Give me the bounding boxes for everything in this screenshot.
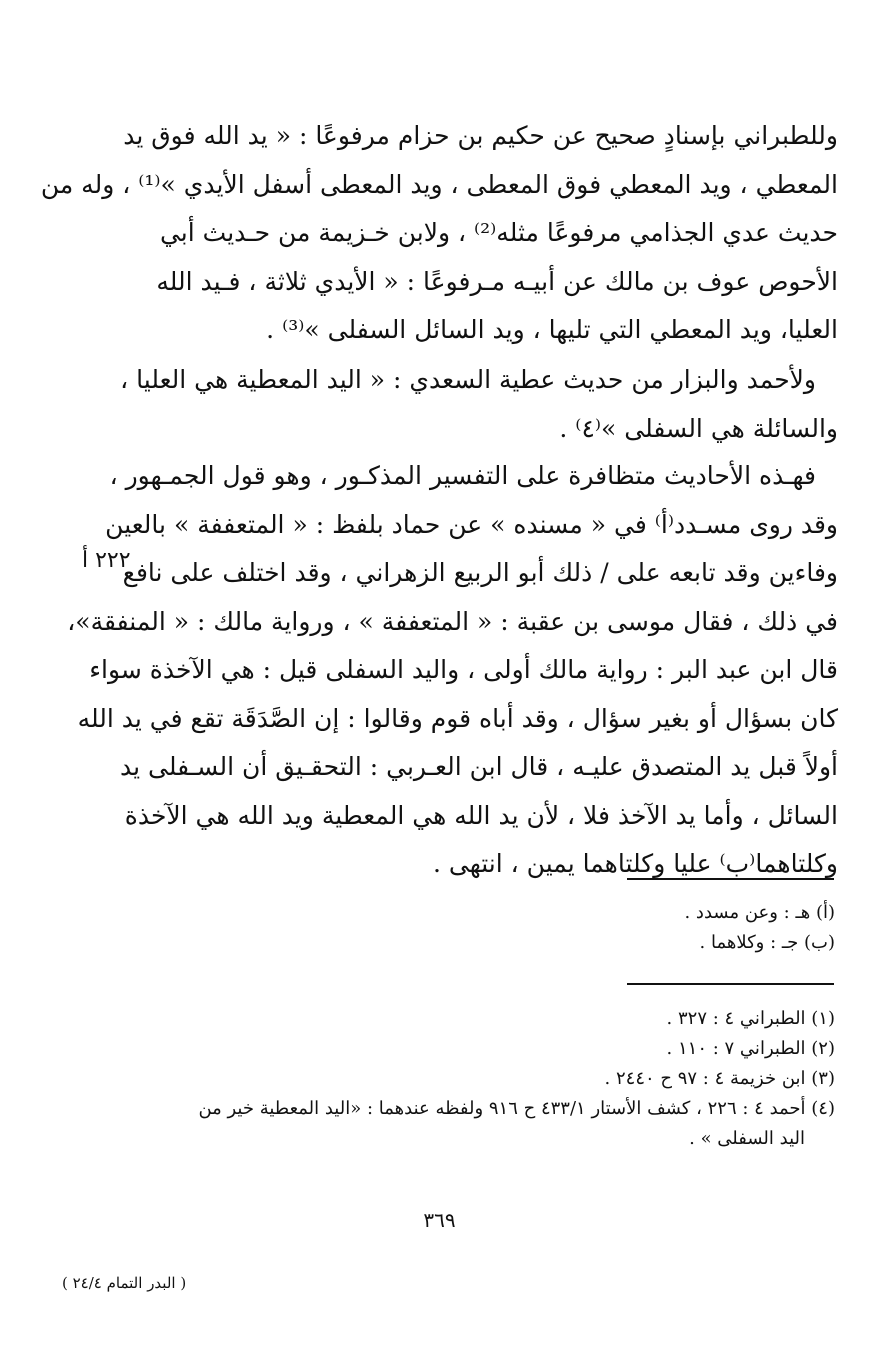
text-line: أولاً قبل يد المتصدق عليـه ، قال ابن العـربي : التحقـيق أن السـفلى يد (120, 752, 838, 781)
page-number: ٣٦٩ (423, 1208, 456, 1232)
text-line: قال ابن عبد البر : رواية مالك أولى ، واليد السفلى قيل : هي الآخذة سواء (89, 655, 838, 684)
paragraph-1 (40, 112, 838, 355)
text-line: الأحوص عوف بن مالك عن أبيـه مـرفوعًا : « الأيدي ثلاثة ، فـيد الله (156, 266, 838, 296)
text-line: المعطي ، ويد المعطي فوق المعطى ، ويد المعطى أسفل الأيدي »⁽¹⁾ ، وله من (40, 169, 838, 199)
text-line: في ذلك ، فقال موسى بن عقبة : « المتعففة » ، ورواية مالك : « المنفقة»، (67, 606, 838, 636)
text-line: والسائلة هي السفلى »⁽٤⁾ . (559, 413, 838, 443)
variant-footnotes (160, 898, 835, 958)
footnote: (٢) الطبراني ٧ : ١١٠ . (666, 1038, 835, 1059)
footnote: (٤) أحمد ٤ : ٢٢٦ ، كشف الأستار ٤٣٣/١ ح ٩١٦ ولفظه عندهما : «اليد المعطية خير من (198, 1098, 835, 1119)
text-line: السائل ، وأما يد الآخذ فلا ، لأن يد الله هي المعطية ويد الله هي الآخذة (124, 800, 838, 830)
text-line: العليا، ويد المعطي التي تليها ، ويد السائل السفلى »⁽³⁾ . (266, 315, 838, 344)
source-footnotes (160, 1004, 835, 1154)
text-line: وللطبراني بإسنادٍ صحيح عن حكيم بن حزام مرفوعًا : « يد الله فوق يد (123, 121, 838, 150)
text-line: حديث عدي الجذامي مرفوعًا مثله⁽²⁾ ، ولابن خـزيمة من حـديث أبي (159, 218, 838, 247)
text-line: وقد روى مسـدد⁽أ⁾ في « مسنده » عن حماد بلفظ : « المتعففة » بالعين (105, 509, 838, 539)
text-line: وفاءين وقد تابعه على / ذلك أبو الربيع الزهراني ، وقد اختلف على نافع (122, 558, 838, 587)
footnote: (ب) جـ : وكلاهما . (699, 932, 835, 953)
text-line: ولأحمد والبزار من حديث عطية السعدي : « اليد المعطية هي العليا ، (120, 365, 816, 394)
footnote: (١) الطبراني ٤ : ٣٢٧ . (666, 1008, 835, 1029)
footnote-divider (627, 983, 834, 985)
footnote-continuation: اليد السفلى » . (689, 1128, 805, 1149)
paragraph-2 (120, 356, 838, 453)
text-line: فهـذه الأحاديث متظافرة على التفسير المذكـور ، وهو قول الجمـهور ، (109, 461, 816, 490)
text-line: وكلتاهما⁽ب⁾ عليا وكلتاهما يمين ، انتهى . (433, 849, 838, 878)
footnote: (٣) ابن خزيمة ٤ : ٩٧ ح ٢٤٤٠ . (604, 1068, 835, 1089)
manuscript-folio-marker: ٢٢٢ أ (82, 548, 131, 573)
text-line: كان بسؤال أو بغير سؤال ، وقد أباه قوم وقالوا : إن الصَّدَقَة تقع في يد الله (77, 703, 838, 733)
printer-signature: ( البدر التمام ٢٤/٤ ) (62, 1274, 187, 1292)
footnote: (أ) هـ : وعن مسدد . (684, 902, 835, 923)
footnote-divider (627, 878, 834, 880)
